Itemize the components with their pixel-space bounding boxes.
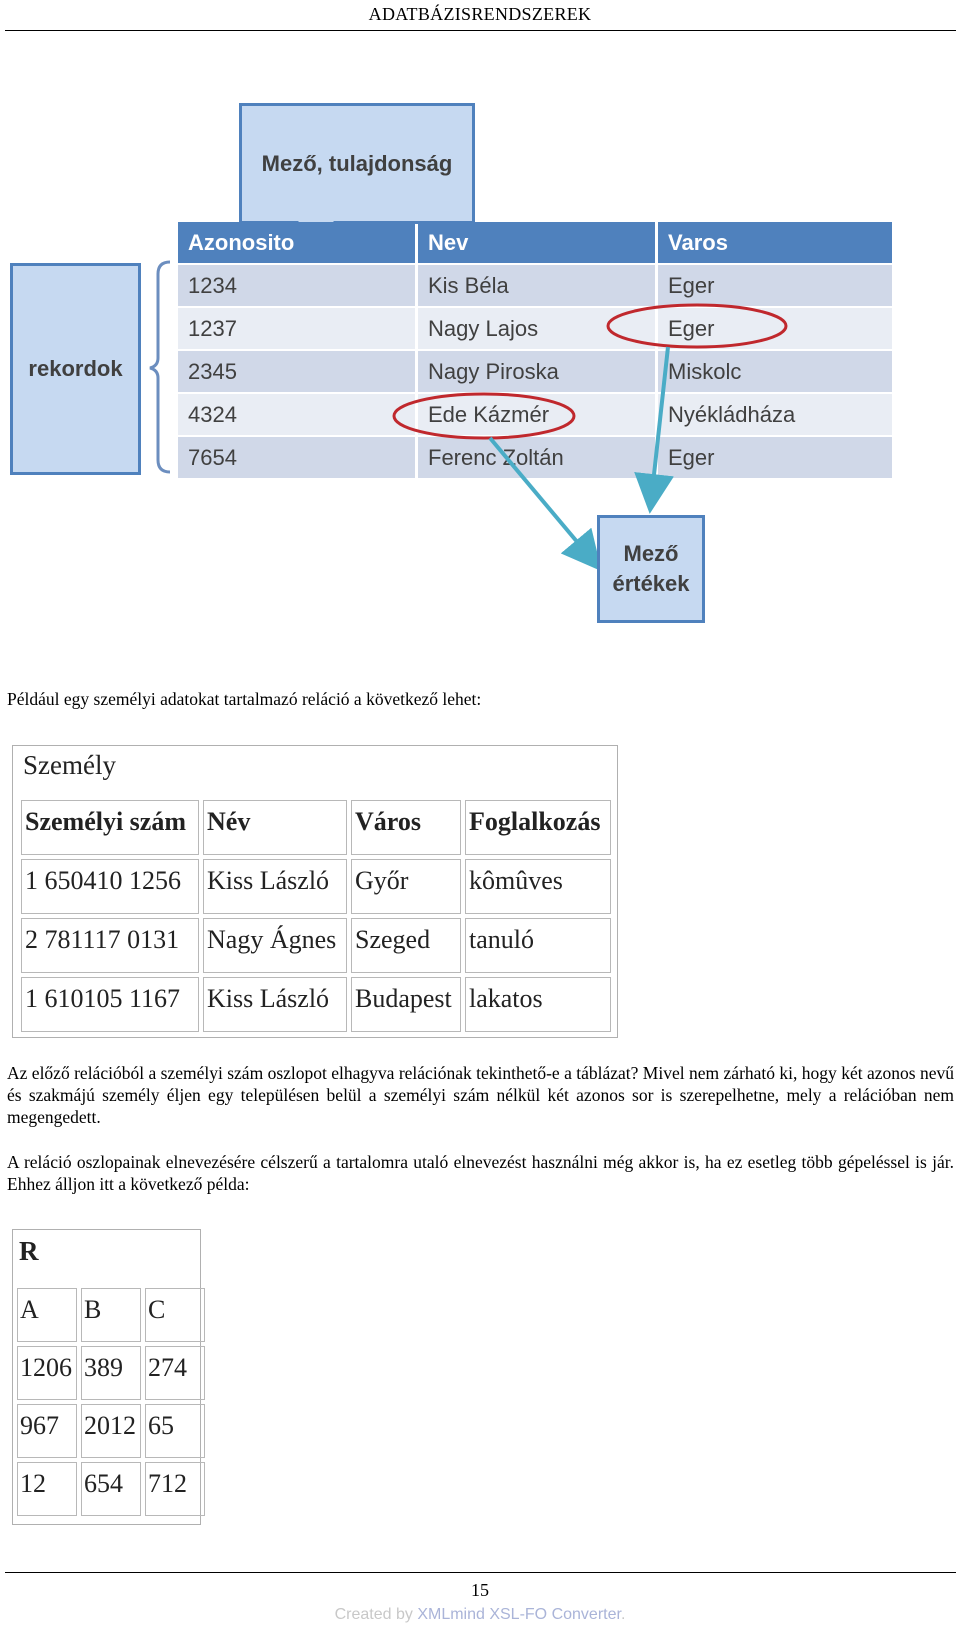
table-row <box>17 1404 209 1458</box>
diagram-cell: Eger <box>658 308 892 349</box>
paragraph-intro: Például egy személyi adatokat tartalmazó reláció a következő lehet: <box>7 689 482 709</box>
table-cell: 967 <box>17 1404 77 1458</box>
diagram-cell: 4324 <box>178 394 415 435</box>
table-row <box>21 918 615 973</box>
table-row <box>17 1462 209 1516</box>
diagram-cell: 1237 <box>178 308 415 349</box>
column-header: Foglalkozás <box>465 800 611 855</box>
table-cell: 274 <box>145 1346 205 1400</box>
column-header: C <box>145 1288 205 1342</box>
table-cell: 654 <box>81 1462 141 1516</box>
page-header: ADATBÁZISRENDSZEREK <box>368 4 592 24</box>
diagram-cell: Ede Kázmér <box>418 394 655 435</box>
table-cell: Budapest <box>351 977 461 1032</box>
field-callout: Mező, tulajdonság <box>239 103 475 224</box>
table-title: Személy <box>23 750 116 780</box>
table-cell: Kiss László <box>203 859 347 914</box>
arrow-from-name <box>490 438 594 562</box>
paragraph-naming: A reláció oszlopainak elnevezésére célszerű a tartalomra utaló elnevezést használni még akkor is, ha ez esetleg több gépeléssel is jár. Ehhez álljon itt a következő példa: <box>7 1152 954 1194</box>
paragraph-question: Az előző relációból a személyi szám oszlopot elhagyva relációnak tekinthető-e a táblázat? Mivel nem zárható ki, hogy két azonos nevű és szakmájú személy éljen egy településen belül a személyi szám nélkül két azonos sor is szerepelhetne, mely a relációban nem megengedett. <box>7 1063 954 1127</box>
table-cell: Szeged <box>351 918 461 973</box>
diagram-cell: Kis Béla <box>418 265 655 306</box>
diagram-cell: Eger <box>658 437 892 478</box>
diagram-cell: Eger <box>658 265 892 306</box>
szemely-table <box>12 745 618 1038</box>
converter-credit <box>0 1606 960 1624</box>
table-cell: 389 <box>81 1346 141 1400</box>
table-cell: 65 <box>145 1404 205 1458</box>
table-cell: Nagy Ágnes <box>203 918 347 973</box>
diagram-cell: Nyékládháza <box>658 394 892 435</box>
column-header: B <box>81 1288 141 1342</box>
footer-rule <box>5 1572 956 1573</box>
table-cell: 1 650410 1256 <box>21 859 199 914</box>
column-header: Név <box>203 800 347 855</box>
table-cell: tanuló <box>465 918 611 973</box>
r-table <box>12 1229 201 1525</box>
column-header: Város <box>351 800 461 855</box>
diagram-cell: 2345 <box>178 351 415 392</box>
diagram-col-header: Varos <box>658 222 892 263</box>
arrow-from-eger <box>651 347 668 502</box>
credit-period: . <box>620 1606 626 1623</box>
diagram-annotations <box>0 90 960 630</box>
table-cell: 712 <box>145 1462 205 1516</box>
column-header: Személyi szám <box>21 800 199 855</box>
table-row <box>21 859 615 914</box>
values-box: Mező értékek <box>597 515 705 623</box>
table-cell: 2012 <box>81 1404 141 1458</box>
diagram-col-header: Nev <box>418 222 655 263</box>
table-cell: 2 781117 0131 <box>21 918 199 973</box>
diagram-cell: Nagy Piroska <box>418 351 655 392</box>
diagram-cell: Nagy Lajos <box>418 308 655 349</box>
highlight-circle-name <box>394 394 574 438</box>
table-row <box>17 1346 209 1400</box>
diagram-cell: Ferenc Zoltán <box>418 437 655 478</box>
table-header-row <box>17 1288 209 1342</box>
table-cell: 1206 <box>17 1346 77 1400</box>
highlight-circle-eger <box>608 305 786 347</box>
credit-prefix: Created by <box>334 1606 418 1623</box>
column-header: A <box>17 1288 77 1342</box>
diagram-cell: Miskolc <box>658 351 892 392</box>
table-cell: 1 610105 1167 <box>21 977 199 1032</box>
table-header-row <box>21 800 615 855</box>
table-cell: Kiss László <box>203 977 347 1032</box>
records-box: rekordok <box>10 263 141 475</box>
table-cell: 12 <box>17 1462 77 1516</box>
diagram-cell: 7654 <box>178 437 415 478</box>
page-number: 15 <box>471 1580 489 1600</box>
relation-diagram <box>0 90 960 630</box>
table-cell: Győr <box>351 859 461 914</box>
header-rule <box>5 30 956 31</box>
credit-brand-link[interactable]: XMLmind XSL-FO Converter <box>417 1606 621 1623</box>
diagram-col-header: Azonosito <box>178 222 415 263</box>
table-cell: kômûves <box>465 859 611 914</box>
table-title: R <box>19 1236 39 1266</box>
diagram-cell: 1234 <box>178 265 415 306</box>
table-cell: lakatos <box>465 977 611 1032</box>
table-row <box>21 977 615 1032</box>
